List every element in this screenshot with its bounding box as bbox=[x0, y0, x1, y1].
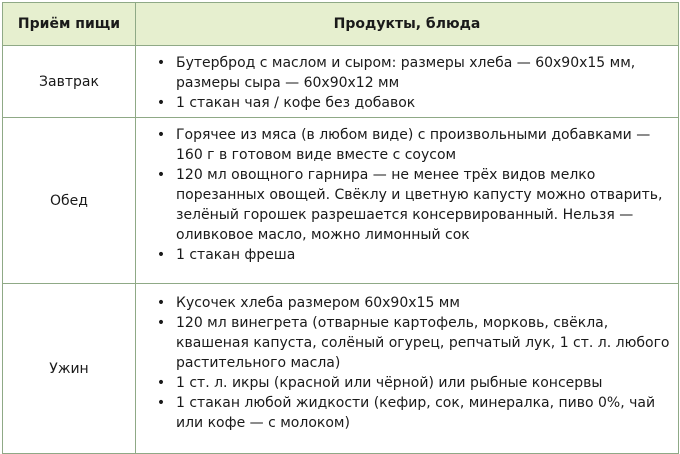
products-list bbox=[136, 46, 678, 113]
products-cell bbox=[136, 118, 679, 284]
bullet-icon: • bbox=[156, 55, 166, 71]
header-products: Продукты, блюда bbox=[136, 3, 679, 46]
meal-plan-table bbox=[2, 2, 679, 454]
list-item: • Кусочек хлеба размером 60х90х15 мм bbox=[156, 295, 460, 311]
table-header-row bbox=[3, 3, 679, 46]
list-item: • Горячее из мяса (в любом виде) с произвольными добавками — 160 г в готовом виде вместе с соусом bbox=[156, 127, 651, 163]
meal-name: Завтрак bbox=[3, 46, 136, 118]
table-row bbox=[3, 284, 679, 454]
meal-name: Ужин bbox=[3, 284, 136, 454]
bullet-icon: • bbox=[156, 295, 166, 311]
bullet-icon: • bbox=[156, 315, 166, 331]
list-item: • 1 стакан чая / кофе без добавок bbox=[156, 95, 416, 111]
products-list bbox=[136, 118, 678, 265]
products-cell bbox=[136, 46, 679, 118]
list-item: • 1 стакан фреша bbox=[156, 247, 296, 263]
products-cell bbox=[136, 284, 679, 454]
list-item: • Бутерброд с маслом и сыром: размеры хлеба — 60х90х15 мм, размеры сыра — 60х90х12 мм bbox=[156, 55, 636, 91]
header-meal: Приём пищи bbox=[3, 3, 136, 46]
list-item: • 1 ст. л. икры (красной или чёрной) или рыбные консервы bbox=[156, 375, 603, 391]
products-list bbox=[136, 284, 678, 433]
list-item: • 1 стакан любой жидкости (кефир, сок, минералка, пиво 0%, чай или кофе — с молоком) bbox=[156, 395, 656, 431]
list-item: • 120 мл винегрета (отварные картофель, морковь, свёкла, квашеная капуста, солёный огурец, репчатый лук, 1 ст. л. любого растительного масла) bbox=[156, 315, 670, 371]
bullet-icon: • bbox=[156, 247, 166, 263]
table-row bbox=[3, 118, 679, 284]
bullet-icon: • bbox=[156, 375, 166, 391]
bullet-icon: • bbox=[156, 127, 166, 143]
table-row bbox=[3, 46, 679, 118]
list-item: • 120 мл овощного гарнира — не менее трёх видов мелко порезанных овощей. Свёклу и цветную капусту можно отварить, зелёный горошек разрешается консервированный. Нельзя — оливковое масло, можно лимонный сок bbox=[156, 167, 663, 243]
meal-name: Обед bbox=[3, 118, 136, 284]
bullet-icon: • bbox=[156, 167, 166, 183]
bullet-icon: • bbox=[156, 395, 166, 411]
bullet-icon: • bbox=[156, 95, 166, 111]
